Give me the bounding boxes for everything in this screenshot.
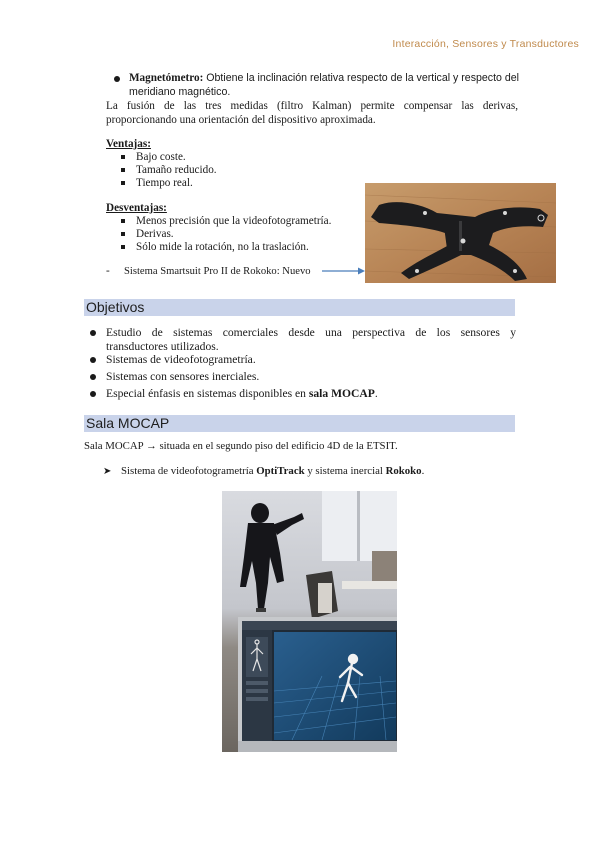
sala-subitem — [121, 465, 424, 479]
arrow-right-icon — [322, 266, 366, 276]
objetivos-item-line: transductores utilizados. — [106, 339, 219, 353]
sala-subitem-optitrack: OptiTrack — [256, 465, 305, 477]
bullet-dot-icon — [114, 76, 120, 82]
section-title: Objetivos — [86, 299, 145, 315]
objetivos-item — [106, 326, 516, 353]
bullet-dot-icon — [90, 391, 96, 397]
objetivos-item-line: Estudio de sistemas comerciales desde una perspectiva de los sensores y — [106, 326, 516, 339]
smartsuit-photo — [365, 183, 556, 283]
square-bullet-icon — [121, 168, 125, 172]
mocap-room-photo — [222, 491, 397, 752]
magnetometro-text-2: meridiano magnético. — [129, 85, 231, 98]
objetivos-item-emph: sala MOCAP — [308, 387, 375, 400]
ventajas-item: Tiempo real. — [136, 177, 193, 189]
ventajas-item: Bajo coste. — [136, 151, 186, 163]
arrowhead-bullet-icon: ➤ — [103, 466, 112, 477]
square-bullet-icon — [121, 219, 125, 223]
section-heading-sala-mocap — [84, 415, 515, 432]
smartsuit-text: Sistema Smartsuit Pro II de Rokoko: Nuevo — [124, 266, 311, 277]
bullet-dot-icon — [90, 357, 96, 363]
ventajas-item: Tamaño reducido. — [136, 164, 217, 176]
fusion-paragraph — [106, 100, 518, 127]
magnetometro-term: Magnetómetro: — [129, 72, 204, 84]
sala-subitem-rokoko: Rokoko — [385, 465, 422, 477]
magnetometro-text: Obtiene la inclinación relativa respecto de la vertical y respecto del — [203, 72, 519, 84]
fusion-line-1: La fusión de las tres medidas (filtro Kalman) permite compensar las derivas, — [106, 100, 518, 112]
bullet-dot-icon — [90, 330, 96, 336]
desventajas-item: Sólo mide la rotación, no la traslación. — [136, 241, 309, 253]
objetivos-item: Sistemas con sensores inerciales. — [106, 370, 260, 383]
desventajas-item: Menos precisión que la videofotogrametría. — [136, 215, 332, 227]
ventajas-title: Ventajas: — [106, 138, 151, 150]
sala-description: Sala MOCAP → situada en el segundo piso del edificio 4D de la ETSIT. — [84, 440, 398, 452]
desventajas-item: Derivas. — [136, 228, 174, 240]
desventajas-title: Desventajas: — [106, 202, 167, 214]
section-title: Sala MOCAP — [86, 415, 170, 431]
sala-subitem-end: . — [421, 465, 425, 477]
objetivos-item: Sistemas de videofotogrametría. — [106, 353, 256, 366]
running-header: Interacción, Sensores y Transductores — [392, 38, 579, 50]
section-heading-objetivos — [84, 299, 515, 316]
sala-subitem-pre: Sistema de videofotogrametría — [121, 465, 257, 477]
magnetometro-paragraph — [129, 72, 519, 99]
smartsuit-dash: - — [106, 265, 110, 277]
objetivos-item-text: Especial énfasis en sistemas disponibles en — [106, 387, 309, 400]
objetivos-item-end: . — [374, 387, 378, 400]
square-bullet-icon — [121, 232, 125, 236]
objetivos-item — [106, 387, 378, 401]
square-bullet-icon — [121, 155, 125, 159]
sala-subitem-mid: y sistema inercial — [304, 465, 386, 477]
square-bullet-icon — [121, 245, 125, 249]
bullet-dot-icon — [90, 374, 96, 380]
square-bullet-icon — [121, 181, 125, 185]
fusion-line-2: proporcionando una orientación del dispositivo aproximada. — [106, 113, 376, 126]
